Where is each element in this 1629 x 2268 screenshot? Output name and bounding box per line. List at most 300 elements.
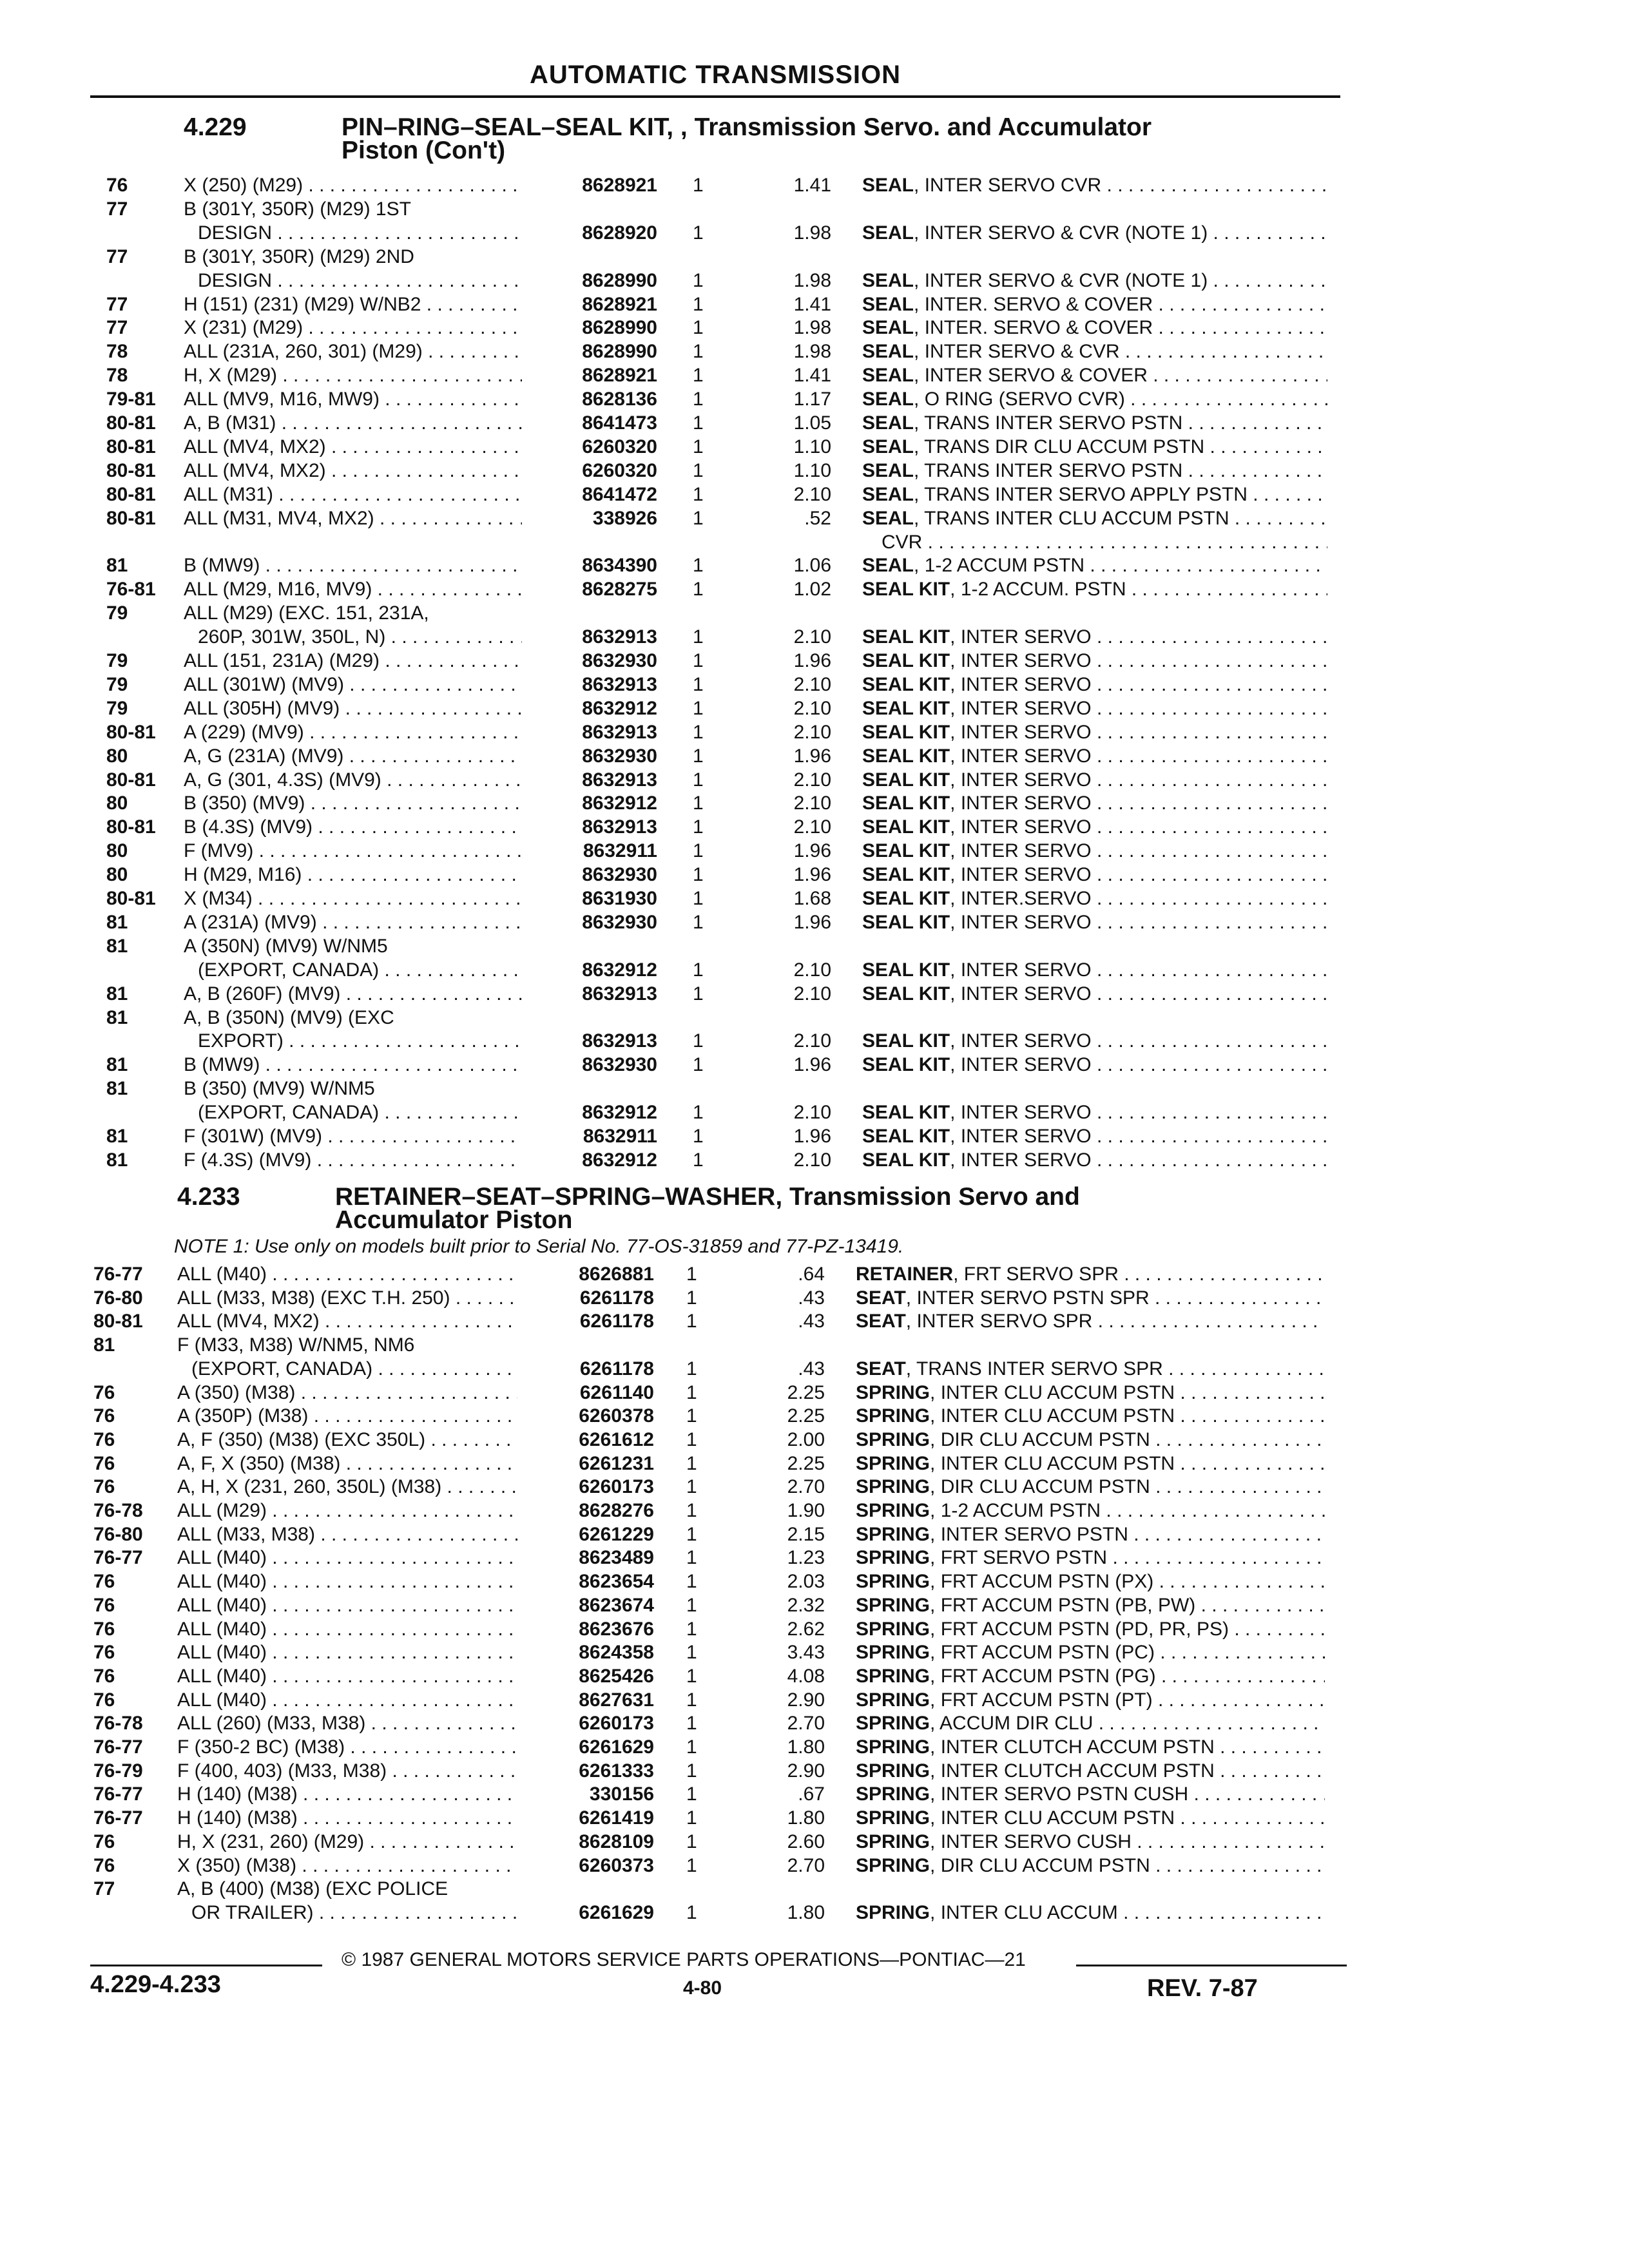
year-range: 80-81 [106,816,156,838]
part-number: 8628921 [582,175,657,196]
description [862,721,1327,744]
year-range: 81 [106,1078,128,1100]
quantity: 1 [693,1102,704,1124]
description [862,626,1327,649]
description-separator: , [950,626,961,648]
description-text: INTER SERVO CUSH [940,1831,1132,1852]
description-noun: SEAL KIT [862,816,950,838]
description-noun: SEAL KIT [862,626,950,648]
description [856,1783,1325,1806]
price: 2.00 [787,1428,825,1450]
description-separator: , [914,175,925,196]
description-noun: SPRING [856,1571,930,1593]
year-range: 76 [93,1381,115,1403]
application: ALL (M29, M16, MV9) . . . [184,578,522,601]
year-range: 76-77 [93,1783,143,1805]
price: 2.10 [793,721,831,743]
application: EXPORT) . . . [198,1030,522,1053]
description [856,1405,1325,1428]
footer-revision: REV. 7-87 [1147,1975,1258,2002]
application: A, B (M31) . . . [184,412,522,435]
part-number: 8623676 [579,1618,654,1640]
description-text: INTER CLU ACCUM PSTN [940,1381,1175,1403]
price: 2.10 [793,673,831,695]
year-range: 76-80 [93,1523,143,1545]
description-text: DIR CLU ACCUM PSTN [940,1428,1150,1450]
description-text: INTER CLU ACCUM [940,1901,1118,1923]
application: H (M29, M16) . . . [184,863,522,887]
application: A, G (301, 4.3S) (MV9) . . . [184,769,522,792]
year-range: 76 [93,1618,115,1640]
application: X (250) (M29) . . . [184,174,522,197]
quantity: 1 [693,626,704,648]
description-text: FRT ACCUM PSTN (PX) [940,1571,1154,1593]
description-noun: SPRING [856,1594,930,1616]
table-row [0,792,1629,815]
application: F (400, 403) (M33, M38) . . . [177,1760,517,1783]
part-number: 8632912 [582,1102,657,1124]
price: 2.10 [793,1102,831,1124]
price: .43 [798,1358,825,1379]
description [862,911,1327,934]
application: H (140) (M38) . . . [177,1807,517,1830]
part-number: 8631930 [582,888,657,909]
quantity: 1 [693,293,704,315]
description-separator: , [950,1030,961,1052]
description-separator: , [950,579,961,601]
year-range: 76-77 [93,1264,143,1285]
table-row [0,863,1629,887]
section-title-line1: PIN–RING–SEAL–SEAL KIT, , Transmission Servo. and Accumulator [342,113,1152,141]
quantity: 1 [686,1854,697,1876]
application: A, B (260F) (MV9) . . . [184,983,522,1006]
price: 2.10 [793,959,831,981]
table-row [0,1546,1629,1570]
application: 260P, 301W, 350L, N) . . . [198,626,522,649]
table-row [0,340,1629,363]
price: 1.23 [787,1547,825,1569]
table-row [0,1901,1629,1925]
quantity: 1 [693,459,704,481]
application: (EXPORT, CANADA) . . . [191,1358,517,1381]
table-row [0,1334,1629,1357]
table-row [0,1310,1629,1333]
description-separator: , [950,959,961,981]
part-number: 8632930 [582,911,657,933]
table-row [0,198,1629,221]
description [856,1452,1325,1475]
description-noun: SEAL KIT [862,579,950,601]
description [856,1310,1325,1333]
price: 2.10 [793,816,831,838]
application: H, X (231, 260) (M29) . . . [177,1831,517,1854]
application: A, B (400) (M38) (EXC POLICE [177,1878,448,1900]
description-noun: SPRING [856,1783,930,1805]
part-number: 6261333 [579,1760,654,1782]
description [862,1149,1327,1172]
description-separator: , [930,1783,941,1805]
price: 2.70 [787,1713,825,1735]
part-number: 8632913 [582,983,657,1004]
application: F (301W) (MV9) . . . [184,1125,522,1148]
table-row [0,697,1629,720]
table-row [0,721,1629,744]
description-separator: , [930,1547,941,1569]
description [856,1594,1325,1617]
year-range: 77 [106,317,128,339]
footer-rule-left [90,1965,322,1966]
description-text: INTER SERVO [960,1149,1092,1171]
description [862,769,1327,792]
description-separator: , [914,483,925,505]
quantity: 1 [686,1760,697,1782]
description-separator: , [950,650,961,671]
year-range: 76 [93,1665,115,1687]
description-noun: SPRING [856,1547,930,1569]
description-noun: SEAL KIT [862,1030,950,1052]
table-row [0,673,1629,697]
description-text: 1-2 ACCUM PSTN [940,1500,1101,1521]
description-text: CVR [882,531,923,553]
application: X (350) (M38) . . . [177,1854,517,1878]
description [856,1263,1325,1286]
year-range: 80-81 [106,459,156,481]
table-row [0,1030,1629,1053]
description [862,269,1327,293]
application: A, H, X (231, 260, 350L) (M38) . . . [177,1475,517,1499]
description [856,1570,1325,1593]
note-1: NOTE 1: Use only on models built prior to Serial No. 77-OS-31859 and 77-PZ-13419. [174,1236,904,1257]
description [862,554,1327,577]
part-number: 8628109 [579,1831,654,1852]
description-text: FRT ACCUM PSTN (PB, PW) [940,1594,1196,1616]
description-text: INTER SERVO [960,1054,1092,1076]
description [862,174,1327,197]
section-title-line2: Piston (Con't) [342,137,506,164]
year-range: 76 [93,1689,115,1711]
quantity: 1 [693,840,704,862]
description-separator: , [950,911,961,933]
description-noun: SEAL KIT [862,769,950,791]
application: A, B (350N) (MV9) (EXC [184,1006,394,1028]
table-row [0,1594,1629,1617]
description-separator: , [950,816,961,838]
table-row [0,1760,1629,1783]
description-separator: , [953,1264,964,1285]
description-text: INTER SERVO [960,626,1092,648]
application: A, G (231A) (MV9) . . . [184,745,522,768]
price: 1.41 [793,365,831,387]
description-text: INTER SERVO [960,1102,1092,1124]
quantity: 1 [693,579,704,601]
table-row [0,1618,1629,1641]
description-noun: SEAL [862,269,914,291]
quantity: 1 [686,1642,697,1664]
description-separator: , [914,317,925,339]
quantity: 1 [686,1665,697,1687]
part-number: 8628136 [582,389,657,410]
table-row [0,959,1629,982]
year-range: 80 [106,745,128,767]
description-noun: SEAL KIT [862,1149,950,1171]
table-row [0,459,1629,483]
description-noun: RETAINER [856,1264,954,1285]
description-noun: SEAL KIT [862,1102,950,1124]
table-row [0,649,1629,673]
year-range: 77 [106,293,128,315]
price: 2.70 [787,1476,825,1498]
description-noun: SEAL [862,483,914,505]
description-separator: , [914,555,925,577]
part-number: 6260373 [579,1854,654,1876]
year-range: 81 [106,911,128,933]
table-row [0,1665,1629,1688]
table-row [0,1689,1629,1712]
year-range: 79 [106,602,128,624]
application: ALL (M40) . . . [177,1263,517,1286]
description-text: INTER. SERVO & COVER [924,293,1153,315]
description-text: O RING (SERVO CVR) [924,389,1125,410]
application: F (MV9) . . . [184,840,522,863]
description-separator: , [914,459,925,481]
year-range: 76 [106,175,128,196]
price: 1.98 [793,341,831,363]
description-text: INTER CLUTCH ACCUM PSTN [940,1760,1215,1782]
description-separator: , [930,1642,941,1664]
part-number: 8632930 [582,650,657,671]
table-row [0,174,1629,197]
description-text: 1-2 ACCUM PSTN [924,555,1085,577]
description-noun: SPRING [856,1618,930,1640]
table-row [0,222,1629,245]
description-separator: , [930,1452,941,1474]
table-row [0,911,1629,934]
table-row [0,531,1629,554]
application: H (140) (M38) . . . [177,1783,517,1806]
description [856,1546,1325,1570]
quantity: 1 [686,1500,697,1521]
application: B (350) (MV9) W/NM5 [184,1078,375,1100]
description-noun: SEAL [862,389,914,410]
description-separator: , [914,293,925,315]
table-row [0,983,1629,1006]
description-noun: SPRING [856,1807,930,1829]
description-separator: , [950,840,961,862]
description-separator: , [930,1500,941,1521]
table-row [0,1807,1629,1830]
quantity: 1 [693,911,704,933]
quantity: 1 [686,1476,697,1498]
price: 1.90 [787,1500,825,1521]
part-number: 8623654 [579,1571,654,1593]
application: B (301Y, 350R) (M29) 2ND [184,245,414,267]
description-separator: , [930,1618,941,1640]
year-range: 81 [106,983,128,1004]
quantity: 1 [686,1618,697,1640]
table-row [0,1428,1629,1452]
quantity: 1 [693,365,704,387]
year-range: 80 [106,793,128,814]
description-separator: , [914,269,925,291]
application: X (231) (M29) . . . [184,316,522,340]
part-number: 8628990 [582,269,657,291]
description [856,1641,1325,1664]
price: 4.08 [787,1665,825,1687]
quantity: 1 [686,1311,697,1332]
price: 1.80 [787,1807,825,1829]
table-row [0,1053,1629,1077]
part-number: 8623674 [579,1594,654,1616]
application: F (M33, M38) W/NM5, NM6 [177,1334,415,1356]
price: 2.10 [793,697,831,719]
quantity: 1 [693,673,704,695]
quantity: 1 [686,1381,697,1403]
description-text: INTER SERVO SPR [916,1311,1093,1332]
table-row [0,364,1629,387]
application: ALL (231A, 260, 301) (M29) . . . [184,340,522,363]
part-number: 8632911 [583,840,657,862]
table-row [0,1475,1629,1499]
quantity: 1 [693,793,704,814]
price: 2.10 [793,483,831,505]
quantity: 1 [693,389,704,410]
year-range: 78 [106,341,128,363]
description-separator: , [914,341,925,363]
part-number: 8634390 [582,555,657,577]
year-range: 80-81 [106,483,156,505]
description-text: INTER SERVO & COVER [924,365,1148,387]
part-number: 8628990 [582,341,657,363]
year-range: 76-77 [93,1807,143,1829]
quantity: 1 [693,317,704,339]
year-range: 76 [93,1854,115,1876]
description-text: INTER SERVO [960,650,1092,671]
description-separator: , [930,1760,941,1782]
part-number: 8632913 [582,1030,657,1052]
description-separator: , [930,1381,941,1403]
application: A, F (350) (M38) (EXC 350L) . . . [177,1428,517,1452]
quantity: 1 [693,1030,704,1052]
application: B (301Y, 350R) (M29) 1ST [184,198,411,220]
description-separator: , [930,1713,940,1735]
price: 2.10 [793,793,831,814]
description-text: FRT ACCUM PSTN (PC) [940,1642,1155,1664]
part-number: 6261178 [579,1358,654,1379]
quantity: 1 [686,1571,697,1593]
year-range: 80-81 [106,507,156,529]
year-range: 76 [93,1476,115,1498]
quantity: 1 [686,1358,697,1379]
price: 2.15 [787,1523,825,1545]
table-row [0,1712,1629,1735]
year-range: 76 [93,1831,115,1852]
price: 3.43 [787,1642,825,1664]
description [862,792,1327,815]
description-noun: SEAL KIT [862,793,950,814]
year-range: 81 [106,555,128,577]
application: B (MW9) . . . [184,554,522,577]
price: 1.98 [793,269,831,291]
description-noun: SEAL KIT [862,745,950,767]
quantity: 1 [686,1713,697,1735]
price: 2.60 [787,1831,825,1852]
price: 2.10 [793,1030,831,1052]
description-text: INTER SERVO PSTN CUSH [940,1783,1189,1805]
quantity: 1 [686,1594,697,1616]
part-number: 8641472 [582,483,657,505]
table-row [0,1831,1629,1854]
price: 2.10 [793,983,831,1004]
quantity: 1 [693,745,704,767]
description-separator: , [930,1689,941,1711]
table-row [0,1783,1629,1806]
price: 1.96 [793,650,831,671]
quantity: 1 [686,1831,697,1852]
part-number: 8632913 [582,769,657,791]
description-noun: SPRING [856,1689,930,1711]
year-range: 80-81 [106,769,156,791]
year-range: 80 [106,864,128,886]
part-number: 6260320 [582,436,657,457]
price: .64 [798,1264,825,1285]
description-noun: SPRING [856,1854,930,1876]
description-text: INTER SERVO [960,959,1092,981]
description-noun: SEAL [862,341,914,363]
description-text: INTER CLU ACCUM PSTN [940,1807,1175,1829]
part-number: 6261629 [579,1736,654,1758]
quantity: 1 [693,697,704,719]
application: ALL (M31) . . . [184,483,522,506]
application: ALL (M29) (EXC. 151, 231A, [184,602,429,624]
year-range: 80 [106,840,128,862]
description-separator: , [905,1358,916,1379]
price: 2.03 [787,1571,825,1593]
part-number: 6261612 [579,1428,654,1450]
description [862,673,1327,697]
description [856,1736,1325,1759]
quantity: 1 [693,222,704,244]
description-separator: , [950,864,961,886]
table-row [0,1358,1629,1381]
price: 2.10 [793,769,831,791]
footer-rule-right [1076,1965,1347,1966]
description-text: FRT SERVO PSTN [940,1547,1108,1569]
quantity: 1 [693,341,704,363]
description-noun: SEAL KIT [862,1054,950,1076]
description-noun: SPRING [856,1736,930,1758]
year-range: 80-81 [106,436,156,457]
application: H (151) (231) (M29) W/NB2 . . . [184,293,522,316]
description [862,578,1327,601]
description-noun: SEAL [862,175,914,196]
description-separator: , [914,412,925,434]
application: ALL (M33, M38) (EXC T.H. 250) . . . [177,1287,517,1310]
application: A (231A) (MV9) . . . [184,911,522,934]
price: 1.41 [793,293,831,315]
price: 1.41 [793,175,831,196]
description-text: INTER SERVO [960,697,1092,719]
description-separator: , [930,1831,941,1852]
description-separator: , [905,1311,917,1332]
application: A (350P) (M38) . . . [177,1405,517,1428]
description-separator: , [950,769,961,791]
quantity: 1 [693,721,704,743]
description-text: FRT ACCUM PSTN (PG) [940,1665,1156,1687]
table-row [0,935,1629,958]
description-text: INTER.SERVO [960,888,1092,909]
table-row [0,316,1629,340]
part-number: 8632930 [582,1054,657,1076]
